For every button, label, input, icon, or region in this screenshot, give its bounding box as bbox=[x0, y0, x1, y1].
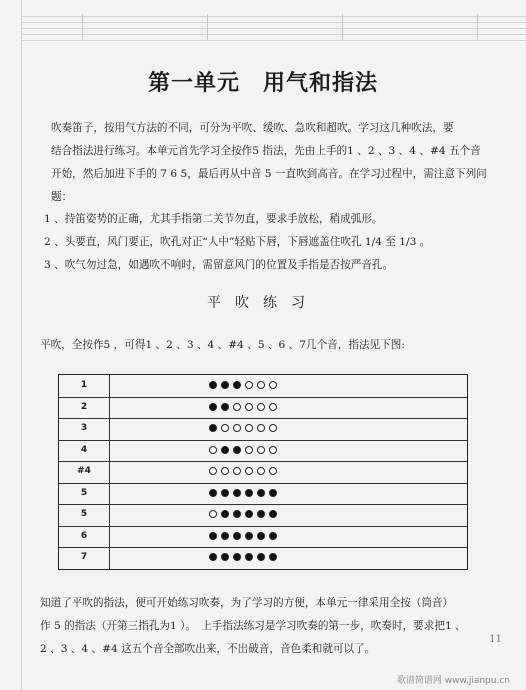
open-hole-icon bbox=[245, 467, 253, 475]
fingering-row bbox=[59, 397, 467, 420]
fingering-instruction: 平吹，全按作5 ，可得1 、2 、3 、4 、#4 、5 、6 、7几个音，指法见下图: bbox=[40, 339, 405, 351]
closed-hole-icon bbox=[257, 532, 265, 540]
open-hole-icon bbox=[269, 381, 277, 389]
fingering-chart bbox=[58, 374, 468, 570]
open-hole-icon bbox=[245, 381, 253, 389]
closed-hole-icon bbox=[221, 532, 229, 540]
closed-hole-icon bbox=[209, 381, 217, 389]
closed-hole-icon bbox=[221, 510, 229, 518]
closed-hole-icon bbox=[245, 532, 253, 540]
closed-hole-icon bbox=[209, 489, 217, 497]
open-hole-icon bbox=[245, 403, 253, 411]
closed-hole-icon bbox=[257, 553, 265, 561]
fingering-row bbox=[59, 461, 467, 484]
open-hole-icon bbox=[257, 403, 265, 411]
closed-hole-icon bbox=[257, 489, 265, 497]
closed-hole-icon bbox=[245, 489, 253, 497]
open-hole-icon bbox=[257, 467, 265, 475]
closed-hole-icon bbox=[269, 489, 277, 497]
rule-item: 1 、持笛姿势的正确，尤其手指第二关节勿直，要求手放松，稍成弧形。 bbox=[44, 213, 383, 225]
open-hole-icon bbox=[245, 446, 253, 454]
closed-hole-icon bbox=[233, 553, 241, 561]
open-hole-icon bbox=[209, 446, 217, 454]
closed-hole-icon bbox=[269, 553, 277, 561]
closed-hole-icon bbox=[209, 553, 217, 561]
open-hole-icon bbox=[269, 403, 277, 411]
closed-hole-icon bbox=[209, 532, 217, 540]
fingering-row bbox=[59, 526, 467, 549]
closing-paragraph bbox=[30, 592, 500, 661]
closed-hole-icon bbox=[221, 553, 229, 561]
closed-hole-icon bbox=[233, 510, 241, 518]
open-hole-icon bbox=[257, 446, 265, 454]
binding-edge bbox=[21, 0, 22, 690]
open-hole-icon bbox=[209, 467, 217, 475]
closed-hole-icon bbox=[221, 446, 229, 454]
closed-hole-icon bbox=[257, 510, 265, 518]
closed-hole-icon bbox=[233, 381, 241, 389]
closed-hole-icon bbox=[209, 424, 217, 432]
fingering-row bbox=[59, 440, 467, 463]
note-label: 1 bbox=[59, 375, 110, 397]
open-hole-icon bbox=[209, 510, 217, 518]
page-number: 11 bbox=[489, 634, 502, 645]
note-label: 3 bbox=[59, 418, 110, 440]
fingering-row bbox=[59, 375, 467, 398]
closing-line: 2 、3 、4 、#4 这五个音全部吹出来，不出破音，音色柔和就可以了。 bbox=[40, 643, 376, 655]
open-hole-icon bbox=[245, 424, 253, 432]
open-hole-icon bbox=[233, 403, 241, 411]
open-hole-icon bbox=[269, 446, 277, 454]
fingering-row bbox=[59, 547, 467, 569]
closed-hole-icon bbox=[221, 403, 229, 411]
intro-line: 结合指法进行练习。本单元首先学习全按作5 指法，先由上手的1 、2 、3 、4 、#4 五个音 bbox=[51, 145, 481, 157]
closed-hole-icon bbox=[245, 510, 253, 518]
open-hole-icon bbox=[257, 381, 265, 389]
open-hole-icon bbox=[221, 467, 229, 475]
note-label: 2 bbox=[59, 397, 110, 419]
closed-hole-icon bbox=[221, 489, 229, 497]
fingering-row bbox=[59, 504, 467, 527]
open-hole-icon bbox=[269, 424, 277, 432]
note-label: 7 bbox=[59, 547, 110, 569]
closed-hole-icon bbox=[245, 553, 253, 561]
note-label: 4 bbox=[59, 440, 110, 462]
fingering-row bbox=[59, 483, 467, 506]
rule-item: 3 、吹气勿过急，如遇吹不响时，需留意风门的位置及手指是否按严音孔。 bbox=[44, 259, 394, 271]
open-hole-icon bbox=[233, 424, 241, 432]
intro-paragraph bbox=[30, 117, 500, 209]
closed-hole-icon bbox=[221, 381, 229, 389]
closed-hole-icon bbox=[233, 532, 241, 540]
section-subtitle: 平吹练习 bbox=[207, 295, 319, 311]
intro-line: 题： bbox=[51, 191, 73, 203]
closed-hole-icon bbox=[233, 489, 241, 497]
note-label: 5 bbox=[59, 483, 110, 505]
intro-line: 吹奏笛子，按用气方法的不同，可分为平吹、缓吹、急吹和超吹。学习这几种吹法，要 bbox=[51, 122, 454, 134]
unit-title: 第一单元 用气和指法 bbox=[147, 71, 378, 96]
open-hole-icon bbox=[257, 424, 265, 432]
closed-hole-icon bbox=[269, 532, 277, 540]
fingering-row bbox=[59, 418, 467, 441]
closing-line: 知道了平吹的指法，便可开始练习吹奏，为了学习的方便，本单元一律采用全按（筒音） bbox=[40, 597, 454, 609]
closing-line: 作 5 的指法（开第三指孔为1 ）。 上手指法练习是学习吹奏的第一步，吹奏时，要求把1 、 bbox=[40, 620, 466, 632]
closed-hole-icon bbox=[233, 446, 241, 454]
watermark: 歌谱简谱网 www.jianpu.cn bbox=[396, 676, 510, 686]
note-label: 6 bbox=[59, 526, 110, 548]
closed-hole-icon bbox=[269, 510, 277, 518]
intro-line: 开始，然后加进下手的 7 6 5，最后再从中音 5 一直吹到高音。在学习过程中，需注意下列问 bbox=[51, 168, 487, 180]
bleed-through-stave bbox=[22, 0, 526, 50]
note-label: 5 bbox=[59, 504, 110, 526]
open-hole-icon bbox=[269, 467, 277, 475]
open-hole-icon bbox=[233, 467, 241, 475]
closed-hole-icon bbox=[209, 403, 217, 411]
rule-item: 2 、头要直，风门要正，吹孔对正“人中”轻贴下唇，下唇遮盖住吹孔 1/4 至 1/3 。 bbox=[44, 236, 431, 248]
open-hole-icon bbox=[221, 424, 229, 432]
note-label: #4 bbox=[59, 461, 110, 483]
